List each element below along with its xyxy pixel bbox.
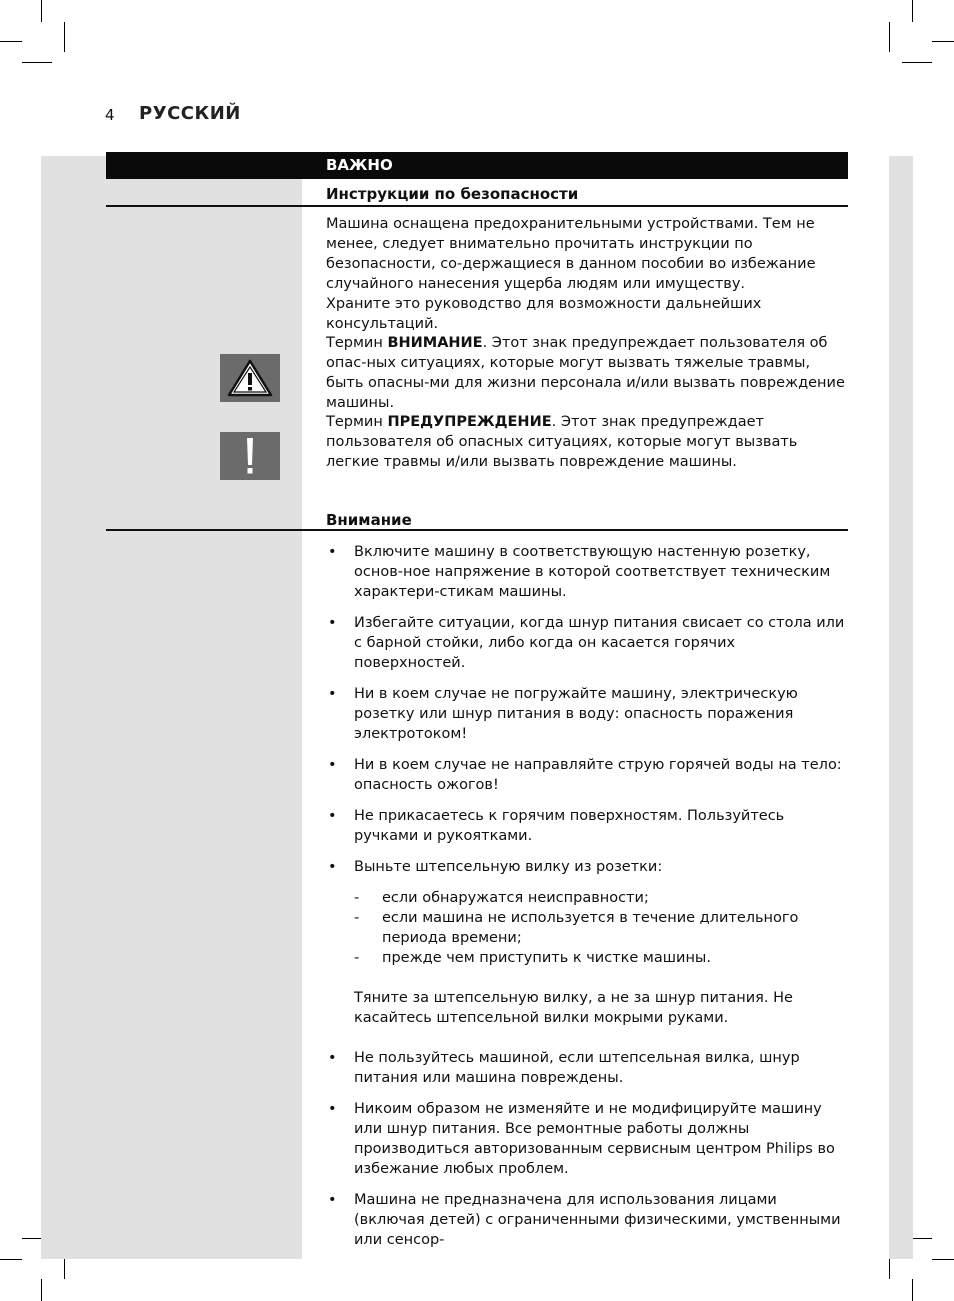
list-item: • Никоим образом не изменяйте и не модифицируйте машину или шнур питания. Все ремонтные работы должны производиться авторизованным сервисным центром Philips во избежание любых проблем.: [328, 1101, 835, 1177]
keep-manual-paragraph: Храните это руководство для возможности дальнейших консультаций.: [326, 296, 762, 332]
crop-mark: [0, 1259, 22, 1260]
crop-mark: [64, 22, 65, 52]
sub-list-item: - если обнаружатся неисправности;: [354, 890, 649, 906]
crop-mark: [0, 41, 22, 42]
list-item: • Не прикасаетесь к горячим поверхностям. Пользуйтесь ручками и рукоятками.: [328, 808, 785, 844]
bullet: •: [328, 615, 337, 631]
crop-mark: [912, 1279, 913, 1301]
term-caution-word: ПРЕДУПРЕЖДЕНИЕ: [387, 414, 552, 430]
bullet: •: [328, 1101, 337, 1117]
bullet: •: [328, 1192, 337, 1208]
sub-list-item: - прежде чем приступить к чистке машины.: [354, 950, 711, 966]
list-item: [326, 857, 846, 1028]
list-item: • Не пользуйтесь машиной, если штепсельная вилка, шнур питания или машина повреждены.: [328, 1050, 800, 1086]
language-title: РУССКИЙ: [139, 103, 241, 124]
list-item: • Машина не предназначена для использования лицами (включая детей) с ограниченными физическими, умственными или сенсор-: [328, 1192, 841, 1248]
crop-mark: [902, 62, 932, 63]
crop-mark: [41, 0, 42, 22]
bullet: •: [328, 1050, 337, 1066]
list-item: • Ни в коем случае не направляйте струю горячей воды на тело: опасность ожогов!: [328, 757, 842, 793]
banner-bar: [106, 152, 848, 179]
bullet: •: [328, 808, 337, 824]
sub-list-item: - если машина не используется в течение длительного периода времени;: [354, 910, 799, 946]
right-margin-panel: [889, 156, 913, 1259]
banner-title: ВАЖНО: [326, 156, 393, 174]
unplug-heading: Выньте штепсельную вилку из розетки:: [354, 859, 663, 875]
bullet: •: [328, 686, 337, 702]
list-item: • Избегайте ситуации, когда шнур питания свисает со стола или с барной стойки, либо когда он касается горячих поверхностей.: [328, 615, 845, 671]
crop-mark: [912, 0, 913, 22]
list-item: • Ни в коем случае не погружайте машину, электрическую розетку или шнур питания в воду: опасность поражения электротоком!: [328, 686, 798, 742]
bullet: •: [328, 544, 337, 560]
intro-paragraph: Машина оснащена предохранительными устройствами. Тем не менее, следует внимательно прочитать инструкции по безопасности, со-держащиеся в данном пособии во избежание случайного нанесения ущерба людям или имуществу.: [326, 216, 816, 292]
term-caution-paragraph: Термин ПРЕДУПРЕЖДЕНИЕ. Этот знак предупреждает пользователя об опасных ситуациях, которые могут вызвать легкие травмы и/или вызвать повреждение машины.: [326, 414, 798, 470]
list-item: • Включите машину в соответствующую настенную розетку, основ-ное напряжение в которой соответствует техническим характери-стикам машины.: [328, 544, 831, 600]
exclamation-icon: [220, 432, 280, 480]
term-warning-word: ВНИМАНИЕ: [387, 335, 483, 351]
crop-mark: [41, 1279, 42, 1301]
term-warning-paragraph: Термин ВНИМАНИЕ. Этот знак предупреждает пользователя об опас-ных ситуациях, которые могут вызвать тяжелые травмы, быть опасны-ми для жизни персонала и/или вызвать повреждение машины.: [326, 335, 845, 411]
page-number: 4: [105, 106, 115, 124]
crop-mark: [932, 1259, 954, 1260]
bullet: •: [328, 859, 337, 875]
warning-triangle-icon: [220, 354, 280, 402]
bullet: •: [328, 757, 337, 773]
crop-mark: [22, 62, 52, 63]
section-divider: [106, 205, 848, 207]
crop-mark: [889, 22, 890, 52]
plug-note: Тяните за штепсельную вилку, а не за шнур питания. Не касайтесь штепсельной вилки мокрыми руками.: [354, 990, 793, 1026]
section-title-safety: Инструкции по безопасности: [326, 185, 579, 203]
section-divider: [106, 529, 848, 531]
attention-list: [326, 542, 846, 1261]
left-margin-panel: [41, 156, 302, 1259]
section-title-attention: Внимание: [326, 511, 412, 529]
crop-mark: [932, 41, 954, 42]
